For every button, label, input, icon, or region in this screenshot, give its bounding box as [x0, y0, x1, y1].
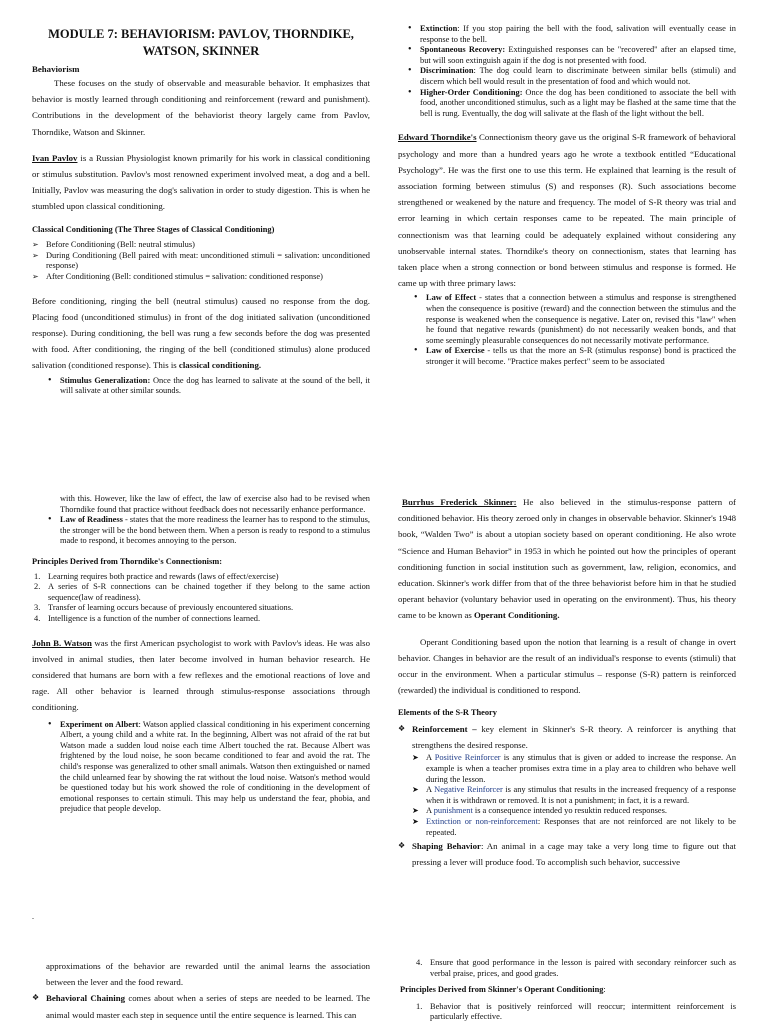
- page-1: [0, 16, 384, 496]
- item-text: Learning requires both practice and rewards (laws of effect/exercise): [48, 571, 279, 581]
- diamond-bullet-icon: ❖: [32, 993, 40, 1003]
- list-item: [426, 817, 736, 838]
- item-number: 1.: [416, 1001, 423, 1011]
- skinner-principles-list: [398, 1002, 736, 1023]
- item-text: comes about when a series of steps are needed to be learned. The animal would master each step in sequence until the entire sequence is learned. This can: [46, 993, 370, 1020]
- behaviorism-heading: Behaviorism: [32, 64, 80, 74]
- list-item: [420, 66, 736, 87]
- list-item: [398, 838, 736, 870]
- watson-name: John B. Watson: [32, 637, 92, 648]
- list-item: [398, 721, 736, 753]
- generalization-list: [32, 376, 370, 397]
- item-text: Ensure that good performance in the lesson is paired with secondary reinforcer such as verbal praise, prices, and good grades.: [430, 958, 736, 978]
- item-label: Law of Effect: [426, 293, 477, 303]
- list-item: [426, 753, 736, 785]
- item-prefix: A: [426, 753, 435, 763]
- tips-list: [398, 958, 736, 979]
- stage-item: ➢ During Conditioning (Bell paired with meat: unconditioned stimuli = salivation: unconditioned response): [46, 251, 370, 272]
- thorndike-principles-list: [32, 572, 370, 625]
- item-label: Discrimination: [420, 66, 474, 76]
- list-item: [420, 24, 736, 45]
- item-label: Law of Readiness: [60, 515, 123, 525]
- thorndike-paragraph: [398, 129, 736, 291]
- diamond-bullet-icon: ❖: [398, 724, 406, 734]
- operant-paragraph: Operant Conditioning based upon the notion that learning is a result of change in overt behavior. Changes in behavior are the result of an individual's response to events (stimuli) that occur in the environment. When a particular stimulus – response (S-R) pattern is reinforced (rewarded) the individual is conditioned to respond.: [398, 636, 736, 696]
- item-label: Behavioral Chaining: [46, 993, 126, 1004]
- item-label: Experiment on Albert: [60, 719, 139, 729]
- list-item: [426, 806, 736, 817]
- item-label: Spontaneous Recovery:: [420, 45, 506, 55]
- list-item: [60, 376, 370, 397]
- item-text: - tells us that the more an S-R (stimulus response) bond is practiced the stronger it will become. "Practice makes perfect" seem to be associated: [426, 346, 736, 366]
- stray-dot: .: [32, 912, 34, 921]
- skinner-name: Burrhus Frederick Skinner:: [402, 497, 517, 507]
- item-label: Extinction or non-reinforcement: [426, 817, 538, 826]
- item-label: Higher-Order Conditioning:: [420, 87, 523, 97]
- item-label: Stimulus Generalization:: [60, 375, 151, 385]
- shaping-list: [398, 838, 736, 870]
- skinner-text: He also believed in the stimulus-response pattern of conditioned behavior. His theory zeroed only in changes in observable behavior. Skinner's 1948 book, “Walden Two” is about a utopian society based on operant conditioning. He also wrote “Science and Human Behavior” in 1953 in which he pointed out how the principles of operant conditioning function in social institution such as government, law, religion, economics, and education. Skinner's work differ from that of the three behaviorist before him in that he studied operant behavior (voluntary behavior used in operating on the environment). Thus, his theory came to be known as: [398, 497, 736, 621]
- item-text: Extinguished responses can be "recovered" after an elapsed time, but will soon extinguish again if the dog is not presented with food.: [420, 45, 736, 65]
- continued-text: approximations of the behavior are rewarded until the animal learns the association between the lever and the food reward.: [46, 961, 370, 988]
- item-label: Shaping Behavior: [412, 841, 481, 852]
- item-text: Intelligence is a function of the number of connections learned.: [48, 613, 261, 623]
- pavlov-name: Ivan Pavlov: [32, 152, 78, 163]
- item-label: Negative Reinforcer: [434, 785, 503, 795]
- page-2: [384, 16, 768, 496]
- item-text: A series of S-R connections can be chained together if they belong to the same action sequence(law of readiness).: [48, 582, 370, 602]
- skinner-paragraph: [398, 494, 736, 624]
- item-text: Behavior that is positively reinforced will reoccur; intermittent reinforcement is particularly effective.: [430, 1001, 736, 1022]
- page-6: [384, 954, 768, 1024]
- thorndike-principles-heading: Principles Derived from Thorndike's Connectionism:: [32, 556, 222, 566]
- list-item: [32, 990, 370, 1022]
- item-label: Extinction: [420, 24, 458, 33]
- classical-conditioning-heading: Classical Conditioning (The Three Stages of Classical Conditioning): [32, 224, 275, 234]
- stage-item: ➢ After Conditioning (Bell: conditioned stimulus = salivation: conditioned response): [46, 272, 370, 283]
- item-text: Once the dog has been conditioned to associate the bell with food, another unconditioned stimulus, such as a light may be flashed at the same time that the bell is rung. Eventually, the dog will salivate at the flash of the light without the bell.: [420, 87, 736, 118]
- item-label: Reinforcement –: [412, 724, 477, 735]
- albert-list: [32, 720, 370, 815]
- list-item: [416, 1001, 736, 1023]
- list-item: [426, 346, 736, 367]
- operant-conditioning-term: Operant Conditioning.: [473, 610, 560, 621]
- module-title: MODULE 7: BEHAVIORISM: PAVLOV, THORNDIKE, WATSON, SKINNER: [48, 27, 354, 58]
- item-text: : The dog could learn to discriminate between similar bells (stimuli) and discern which bell would result in the presentation of food and which would not.: [420, 66, 736, 86]
- item-text: Transfer of learning occurs because of previously encountered situations.: [48, 603, 294, 613]
- before-text: Before conditioning, ringing the bell (neutral stimulus) caused no response from the dog. Placing food (unconditioned stimulus) in front of the dog initiated salivation (unconditioned response). During conditioning, the bell was rung a few seconds before the dog was presented with food. After conditioning, the ringing of the bell (conditioned stimulus) alone produced salivation (conditioned response). This is: [32, 295, 370, 371]
- item-prefix: A: [426, 806, 434, 816]
- item-number: 4.: [416, 958, 423, 967]
- item-text: is any stimulus that results in the increased frequency of a response when it is withdrawn or removed. It is not a punishment; in fact, it is a reward.: [426, 785, 736, 805]
- list-item: 1. Learning requires both practice and rewards (laws of effect/exercise): [34, 571, 279, 581]
- page-5: [0, 954, 384, 1024]
- list-item: [60, 720, 370, 815]
- page-3: [0, 486, 384, 966]
- list-item: 4. Intelligence is a function of the number of connections learned.: [34, 613, 261, 623]
- item-text: : An animal in a cage may take a very long time to figure out that pressing a lever will produce food. To accomplish such behavior, successive: [412, 841, 736, 868]
- heading-colon: :: [603, 985, 606, 995]
- list-item: [60, 515, 370, 547]
- page-4: [384, 486, 768, 966]
- item-text: - states that a connection between a stimulus and response is strengthened when the consequence is positive (reward) and the connection between the stimulus and the response is weakened when the consequence is negative. Later on, revised this "law" when he found that negative rewards (punishment) do not necessarily weaken bonds, and that some seemingly pleasurable consequences do not necessarily motivate performance.: [426, 293, 737, 345]
- item-text: : If you stop pairing the bell with the food, salivation will eventually cease in response to the bell.: [420, 24, 736, 44]
- elements-heading: Elements of the S-R Theory: [398, 708, 497, 718]
- item-text: key element in Skinner's S-R theory. A reinforcer is anything that strengthens the desired response.: [412, 724, 736, 751]
- thorndike-name: Edward Thorndike's: [398, 132, 477, 143]
- item-text: : Responses that are not reinforced are not likely to be repeated.: [426, 817, 737, 837]
- list-item: [416, 958, 736, 979]
- item-label: punishment: [433, 806, 473, 816]
- watson-text: was the first American psychologist to work with Pavlov's ideas. He was also involved in animal studies, then later become involved in human behavior research. He considered that humans are born with a few reflexes and the emotional reactions of love and rage. All other behavior is learned through stimulus-response associations through conditioning.: [32, 637, 370, 713]
- list-item: [420, 45, 736, 66]
- stages-list: [32, 240, 370, 282]
- pavlov-text: is a Russian Physiologist known primarily for his work in classical conditioning or stimulus substitution. Pavlov's most renowned experiment involved meat, a dog and a bell. Initially, Pavlov was measuring the dog's salivation in order to study digestion. This is when he stumbled upon classical conditioning.: [32, 152, 370, 212]
- list-item: 3. Transfer of learning occurs because of previously encountered situations.: [34, 603, 294, 613]
- readiness-list: [32, 515, 370, 547]
- item-prefix: A: [426, 785, 435, 795]
- thorndike-text: Connectionism theory gave us the original S-R framework of behavioral psychology and more than a hundred years ago he wrote a textbook entitled “Educational Psychology”. He was the first one to use this term. He explained that learning is the result of association forming between stimulus (S) and responses (R). Such associations become strengthened or weakened by the nature and frequency. The model of S-R theory was trial and error learning in which certain responses came to be repeated. The main principle of connectionism was that learning could be adequately explained without considering any unobservable internal states. Thorndike's theory on connectionism, states that learning has taken place when a strong connection or bond between stimulus and response is formed. He came up with three primary laws:: [398, 132, 737, 289]
- item-text: - states that the more readiness the learner has to respond to the stimulus, the stronger will be the bond between them. When a person is ready to respond to a stimulus made to respond, it becomes annoying to the person.: [60, 515, 370, 546]
- conditioning-terms-list: [398, 24, 736, 119]
- item-text: Once the dog has learned to salivate at the sound of the bell, it will salivate at other similar sounds.: [60, 375, 370, 396]
- laws-list: [398, 293, 736, 367]
- list-item: [420, 88, 736, 120]
- diamond-bullet-icon: ❖: [398, 841, 406, 851]
- skinner-principles-heading: [398, 985, 736, 996]
- item-text: is any stimulus that is given or added to increase the response. An example is when a teacher promises extra time in a play area to children who behave well during the lesson.: [426, 753, 737, 784]
- intro-paragraph: These focuses on the study of observable and measurable behavior. It emphasizes that behavior is mostly learned through conditioning and reinforcement (reward and punishment). Contributions in the development of the behaviorist theory largely came from Pavlov, Thorndike, Watson and Skinner.: [32, 78, 370, 137]
- elements-list: [398, 721, 736, 753]
- list-item: [426, 785, 736, 806]
- item-label: Positive Reinforcer: [434, 753, 501, 763]
- item-text: is a consequence intended yo resuktin reduced responses.: [472, 806, 667, 816]
- classical-conditioning-term: classical conditioning.: [178, 360, 262, 371]
- item-text: : Watson applied classical conditioning in his experiment concerning Albert, a young child and a white rat. In the beginning, Albert was not afraid of the rat but Watson made a sudden loud noise each time Albert touched the rat. Because Albert was frightened by the loud noise, he soon became conditioned to fear and avoid the rat. The child's response was generalized to other small animals. Watson then extinguished or named the child unlearned fear by showing the rat without the loud noise. Watson's method would be questioned today but his work showed the role of conditioning in the development of emotional responses to certain stimuli. This may help us understand the fear, phobia, and prejudice that people develop.: [60, 719, 370, 814]
- watson-paragraph: [32, 635, 370, 716]
- item-label: Law of Exercise: [426, 346, 485, 356]
- reinforcer-types-list: [398, 753, 736, 838]
- list-item: [426, 293, 736, 346]
- continued-text: with this. However, like the law of effect, the law of exercise also had to be revised when Thorndike found that practice without feedback does not necessarily enhance performance.: [60, 494, 370, 514]
- heading-text: Principles Derived from Skinner's Operant Conditioning: [400, 985, 604, 995]
- pavlov-paragraph: [32, 150, 370, 215]
- list-item: 2. A series of S-R connections can be chained together if they belong to the same action sequence(law of readiness).: [34, 582, 370, 602]
- stage-item: ➢ Before Conditioning (Bell: neutral stimulus): [46, 240, 370, 251]
- chaining-list: [32, 990, 370, 1022]
- before-conditioning-paragraph: [32, 293, 370, 374]
